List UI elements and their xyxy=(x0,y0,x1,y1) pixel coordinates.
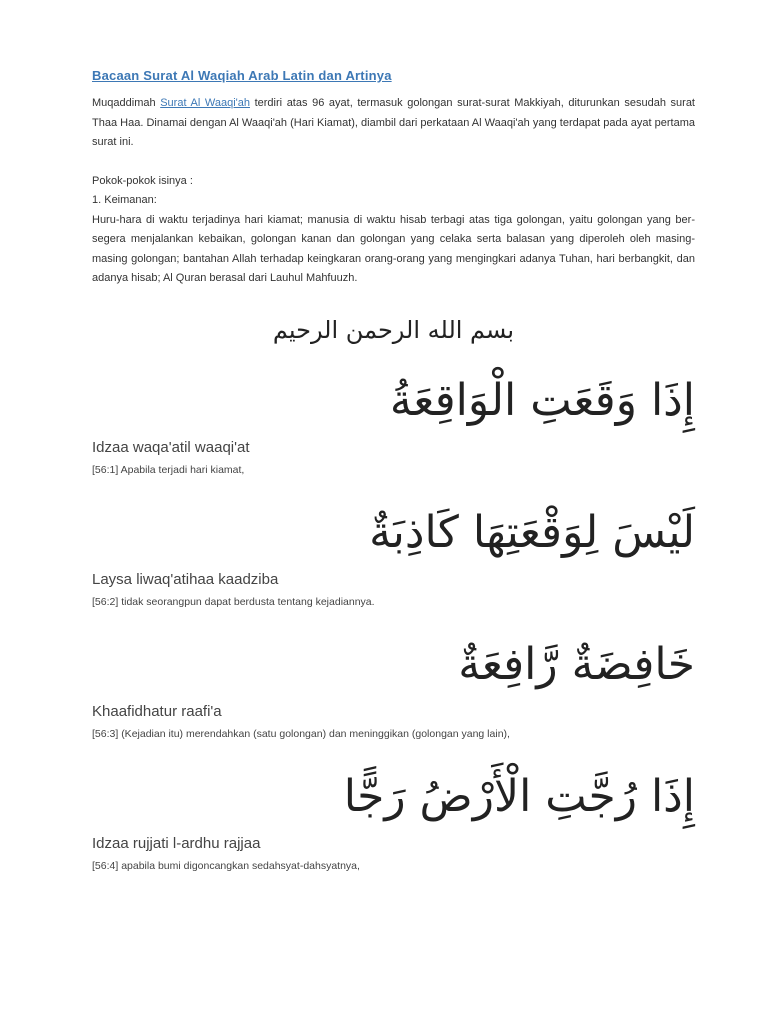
verse-arabic: إِذَا رُجَّتِ الْأَرْضُ رَجًّا xyxy=(343,771,695,822)
verse-4 xyxy=(92,766,695,874)
verse-arabic: لَيْسَ لِوَقْعَتِهَا كَاذِبَةٌ xyxy=(369,507,695,558)
intro-before-link: Muqaddimah xyxy=(92,97,161,109)
bismillah: بسم الله الرحمن الرحيم xyxy=(272,315,515,344)
intro-after-link: terdiri atas 96 ayat, termasuk golongan surat-surat Makkiyah, diturunkan sesudah surat Thaa Haa. Dinamai dengan Al Waaqi'ah (Hari Kiamat), diambil dari perkataan Al Waaqi'ah yang terdapat pada ayat pertama surat ini. xyxy=(92,97,695,148)
article-title[interactable]: Bacaan Surat Al Waqiah Arab Latin dan Artinya xyxy=(92,68,392,83)
verse-translation: [56:2] tidak seorangpun dapat berdusta tentang kejadiannya. xyxy=(92,596,375,608)
verse-latin: Khaafidhatur raafi'a xyxy=(92,703,222,720)
verse-arabic: إِذَا وَقَعَتِ الْوَاقِعَةُ xyxy=(389,375,695,426)
verse-latin: Idzaa rujjati l-ardhu rajjaa xyxy=(92,835,261,852)
verse-3 xyxy=(92,634,695,742)
verse-1 xyxy=(92,370,695,478)
surat-link[interactable]: Surat Al Waaqi'ah xyxy=(160,97,250,109)
verse-translation: [56:4] apabila bumi digoncangkan sedahsyat-dahsyatnya, xyxy=(92,860,360,872)
points-heading: Pokok-pokok isinya : xyxy=(92,174,193,187)
point-1-text: Huru-hara di waktu terjadinya hari kiamat; manusia di waktu hisab terbagi atas tiga golongan, yaitu golongan yang ber- segera menjalankan kebaikan, golongan kanan dan golongan yang celaka serta balasan yang diperoleh oleh masing-masing golongan; bantahan Allah terhadap keingkaran orang-orang yang mengingkari adanya Tuhan, hari berbangkit, dan adanya hisab; Al Quran berasal dari Lauhul Mahfuuzh. xyxy=(92,213,695,284)
verse-latin: Laysa liwaq'atihaa kaadziba xyxy=(92,571,279,588)
verse-translation: [56:3] (Kejadian itu) merendahkan (satu golongan) dan meninggikan (golongan yang lain), xyxy=(92,728,510,740)
verse-2 xyxy=(92,502,695,610)
intro-paragraph xyxy=(92,94,695,153)
point-1-label: 1. Keimanan: xyxy=(92,194,157,206)
article-header xyxy=(92,66,695,351)
verse-arabic: خَافِضَةٌ رَّافِعَةٌ xyxy=(458,639,695,690)
verse-translation: [56:1] Apabila terjadi hari kiamat, xyxy=(92,464,245,476)
verse-latin: Idzaa waqa'atil waaqi'at xyxy=(92,439,250,456)
